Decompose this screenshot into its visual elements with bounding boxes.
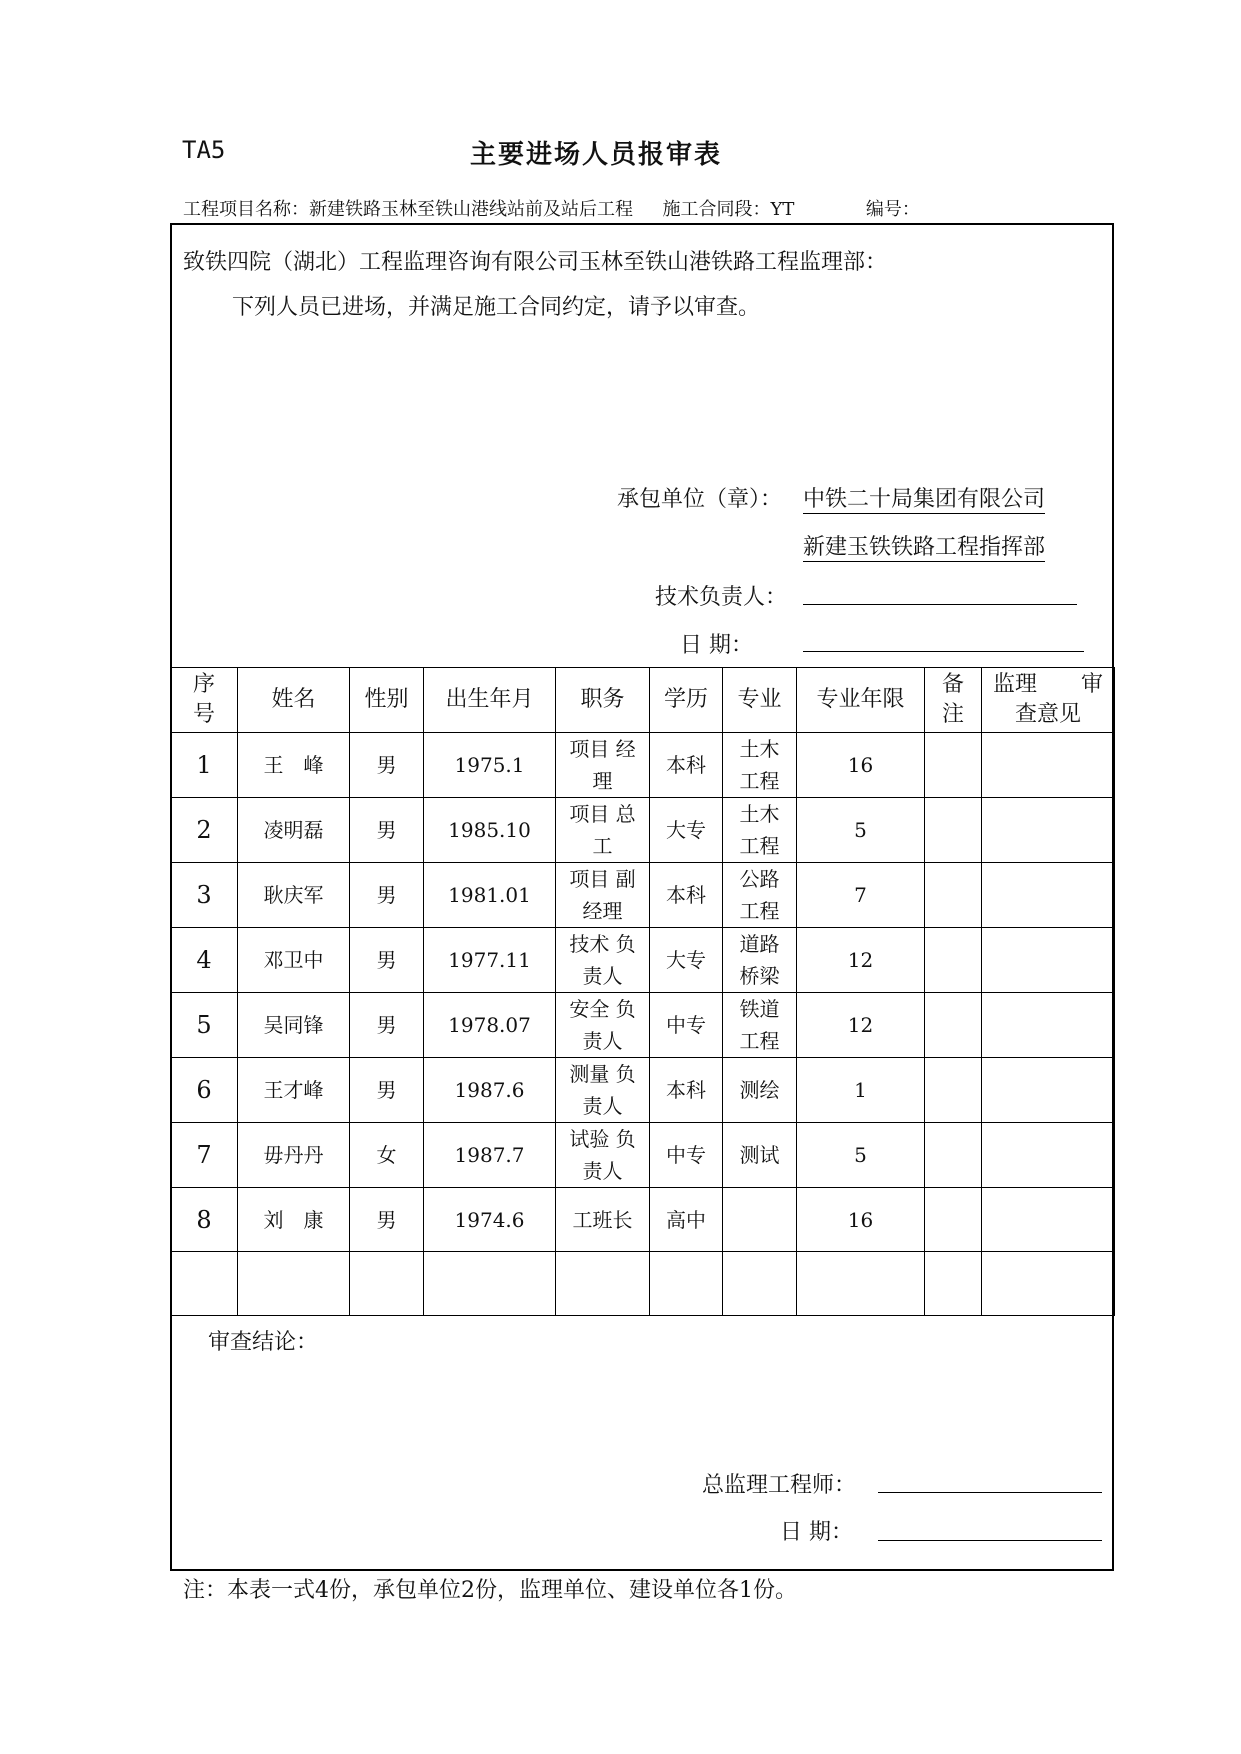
- tech-lead-label: 技术负责人：: [655, 585, 788, 610]
- contractor-label: 承包单位（章）：: [617, 487, 783, 512]
- row-review: [982, 863, 1115, 928]
- project-meta: [183, 195, 920, 221]
- tech-lead-signature-line[interactable]: [803, 604, 1077, 605]
- row-position: 项目 经理: [556, 733, 650, 798]
- row-note: [925, 1058, 982, 1123]
- row-birth: 1978.07: [424, 993, 556, 1058]
- header-position: 职务: [556, 668, 650, 733]
- row-years: [797, 1252, 925, 1316]
- table-row: [171, 733, 1115, 798]
- row-no: 5: [171, 993, 238, 1058]
- row-review: [982, 928, 1115, 993]
- table-header-row: [171, 668, 1115, 733]
- row-review: [982, 1252, 1115, 1316]
- row-gender: 男: [350, 863, 424, 928]
- row-name: [238, 1252, 350, 1316]
- row-gender: 男: [350, 928, 424, 993]
- serial-number: 编号：: [865, 199, 920, 220]
- row-no: 6: [171, 1058, 238, 1123]
- row-years: 12: [797, 993, 925, 1058]
- row-no: 2: [171, 798, 238, 863]
- row-years: 1: [797, 1058, 925, 1123]
- row-name: 凌明磊: [238, 798, 350, 863]
- row-name: 毋丹丹: [238, 1123, 350, 1188]
- row-name: 邓卫中: [238, 928, 350, 993]
- row-note: [925, 863, 982, 928]
- row-education: 中专: [650, 1123, 723, 1188]
- header-name: 姓名: [238, 668, 350, 733]
- row-review: [982, 1188, 1115, 1252]
- row-major: 公路工程: [723, 863, 797, 928]
- row-gender: [350, 1252, 424, 1316]
- row-education: 高中: [650, 1188, 723, 1252]
- row-major: 土木工程: [723, 733, 797, 798]
- header-major: 专业: [723, 668, 797, 733]
- row-major: 测绘: [723, 1058, 797, 1123]
- row-gender: 男: [350, 993, 424, 1058]
- header-education: 学历: [650, 668, 723, 733]
- row-gender: 男: [350, 1058, 424, 1123]
- row-education: 大专: [650, 928, 723, 993]
- row-birth: 1985.10: [424, 798, 556, 863]
- conclusion-label: 审查结论：: [208, 1330, 319, 1355]
- table-row: [171, 863, 1115, 928]
- row-gender: 女: [350, 1123, 424, 1188]
- row-years: 5: [797, 1123, 925, 1188]
- row-birth: 1987.6: [424, 1058, 556, 1123]
- chief-engineer-label: 总监理工程师：: [702, 1473, 857, 1498]
- row-major: [723, 1188, 797, 1252]
- row-no: 4: [171, 928, 238, 993]
- row-birth: 1974.6: [424, 1188, 556, 1252]
- contract-section: 施工合同段：YT: [662, 199, 795, 220]
- row-no: [171, 1252, 238, 1316]
- row-note: [925, 928, 982, 993]
- conclusion-date-line[interactable]: [878, 1540, 1102, 1541]
- addressee: 致铁四院（湖北）工程监理咨询有限公司玉林至铁山港铁路工程监理部：: [183, 250, 888, 275]
- row-education: 本科: [650, 1058, 723, 1123]
- row-position: 工班长: [556, 1188, 650, 1252]
- row-birth: 1975.1: [424, 733, 556, 798]
- row-birth: [424, 1252, 556, 1316]
- row-birth: 1981.01: [424, 863, 556, 928]
- row-name: 耿庆军: [238, 863, 350, 928]
- row-note: [925, 1252, 982, 1316]
- row-birth: 1987.7: [424, 1123, 556, 1188]
- header-gender: 性别: [350, 668, 424, 733]
- header-note: 备注: [925, 668, 982, 733]
- table-row: [171, 993, 1115, 1058]
- row-name: 吴同锋: [238, 993, 350, 1058]
- row-no: 7: [171, 1123, 238, 1188]
- row-education: [650, 1252, 723, 1316]
- row-review: [982, 993, 1115, 1058]
- header-review: 监理 审查意见: [982, 668, 1115, 733]
- row-education: 本科: [650, 863, 723, 928]
- contractor-name-2: 新建玉铁铁路工程指挥部: [803, 530, 1045, 562]
- row-review: [982, 1123, 1115, 1188]
- table-row: [171, 1123, 1115, 1188]
- row-note: [925, 733, 982, 798]
- footnote: 注：本表一式4份，承包单位2份，监理单位、建设单位各1份。: [183, 1578, 797, 1603]
- row-position: 测量 负责人: [556, 1058, 650, 1123]
- row-birth: 1977.11: [424, 928, 556, 993]
- row-review: [982, 798, 1115, 863]
- row-review: [982, 733, 1115, 798]
- row-note: [925, 798, 982, 863]
- table-row: [171, 928, 1115, 993]
- table-row: [171, 798, 1115, 863]
- row-no: 3: [171, 863, 238, 928]
- row-position: 项目 总工: [556, 798, 650, 863]
- row-gender: 男: [350, 733, 424, 798]
- row-review: [982, 1058, 1115, 1123]
- row-years: 5: [797, 798, 925, 863]
- row-years: 12: [797, 928, 925, 993]
- row-name: 刘 康: [238, 1188, 350, 1252]
- staff-table: [170, 667, 1115, 1316]
- row-position: [556, 1252, 650, 1316]
- row-education: 本科: [650, 733, 723, 798]
- row-years: 16: [797, 733, 925, 798]
- row-position: 试验 负责人: [556, 1123, 650, 1188]
- chief-engineer-signature-line[interactable]: [878, 1492, 1102, 1493]
- row-name: 王 峰: [238, 733, 350, 798]
- row-no: 8: [171, 1188, 238, 1252]
- date-label: 日 期：: [680, 633, 753, 658]
- page-title: 主要进场人员报审表: [470, 140, 723, 170]
- table-row: [171, 1188, 1115, 1252]
- row-position: 项目 副经理: [556, 863, 650, 928]
- project-name: 工程项目名称：新建铁路玉林至铁山港线站前及站后工程: [183, 199, 633, 220]
- table-row: [171, 1058, 1115, 1123]
- row-major: 测试: [723, 1123, 797, 1188]
- table-row: [171, 1252, 1115, 1316]
- row-note: [925, 993, 982, 1058]
- row-years: 7: [797, 863, 925, 928]
- row-major: 铁道工程: [723, 993, 797, 1058]
- date-line[interactable]: [803, 651, 1084, 652]
- conclusion-date-label: 日 期：: [780, 1520, 853, 1545]
- row-years: 16: [797, 1188, 925, 1252]
- row-note: [925, 1123, 982, 1188]
- form-code: TA5: [182, 136, 226, 164]
- contractor-name-1: 中铁二十局集团有限公司: [803, 482, 1045, 514]
- row-position: 安全 负责人: [556, 993, 650, 1058]
- row-gender: 男: [350, 1188, 424, 1252]
- row-position: 技术 负责人: [556, 928, 650, 993]
- header-years: 专业年限: [797, 668, 925, 733]
- row-note: [925, 1188, 982, 1252]
- header-no: 序号: [171, 668, 238, 733]
- header-birth: 出生年月: [424, 668, 556, 733]
- row-education: 中专: [650, 993, 723, 1058]
- row-no: 1: [171, 733, 238, 798]
- row-major: 土木工程: [723, 798, 797, 863]
- row-major: [723, 1252, 797, 1316]
- row-name: 王才峰: [238, 1058, 350, 1123]
- row-education: 大专: [650, 798, 723, 863]
- row-gender: 男: [350, 798, 424, 863]
- letter-body: 下列人员已进场，并满足施工合同约定，请予以审查。: [232, 295, 761, 320]
- row-major: 道路桥梁: [723, 928, 797, 993]
